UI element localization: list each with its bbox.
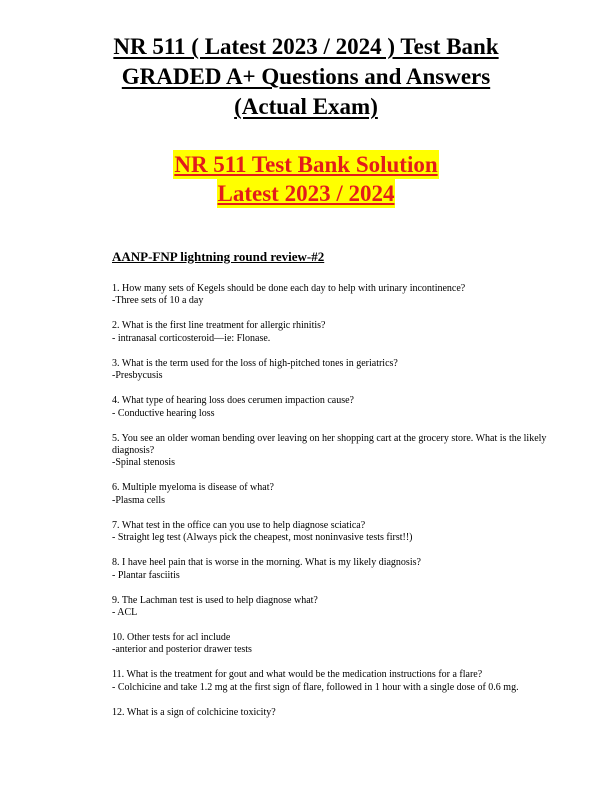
- qa-list: [112, 283, 567, 732]
- section-heading: AANP-FNP lightning round review-#2: [112, 249, 325, 264]
- answer-6: -Plasma cells: [112, 494, 166, 506]
- qa-item-9: [112, 595, 567, 620]
- qa-item-12: [112, 707, 567, 719]
- answer-10: -anterior and posterior drawer tests: [112, 644, 252, 656]
- question-1: 1. How many sets of Kegels should be done each day to help with urinary incontinence?: [112, 283, 466, 294]
- answer-4: - Conductive hearing loss: [112, 407, 215, 419]
- question-3: 3. What is the term used for the loss of high-pitched tones in geriatrics?: [112, 357, 398, 369]
- question-2: 2. What is the first line treatment for allergic rhinitis?: [112, 320, 326, 332]
- question-6: 6. Multiple myeloma is disease of what?: [112, 482, 274, 494]
- qa-item-8: [112, 557, 567, 582]
- answer-8: - Plantar fasciitis: [112, 569, 180, 581]
- qa-item-11: [112, 669, 567, 694]
- question-5: 5. You see an older woman bending over leaving on her shopping cart at the grocery store. What is the likely diagnosis?: [112, 432, 547, 457]
- answer-9: - ACL: [112, 607, 138, 619]
- question-8: 8. I have heel pain that is worse in the morning. What is my likely diagnosis?: [112, 557, 421, 569]
- question-7: 7. What test in the office can you use to help diagnose sciatica?: [112, 519, 366, 531]
- answer-5: -Spinal stenosis: [112, 457, 176, 469]
- title-line-1: NR 511 ( Latest 2023 / 2024 ) Test Bank: [113, 34, 499, 59]
- question-11: 11. What is the treatment for gout and what would be the medication instructions for a flare?: [112, 669, 483, 681]
- qa-item-1: [112, 283, 567, 308]
- qa-item-5: [112, 433, 567, 470]
- qa-item-7: [112, 520, 567, 545]
- question-4: 4. What type of hearing loss does cerumen impaction cause?: [112, 395, 354, 407]
- answer-11: - Colchicine and take 1.2 mg at the first sign of flare, followed in 1 hour with a single dose of 0.6 mg.: [112, 681, 519, 693]
- subtitle-line-1: NR 511 Test Bank Solution: [174, 152, 438, 177]
- subtitle-line-2: Latest 2023 / 2024: [217, 181, 395, 206]
- question-9: 9. The Lachman test is used to help diagnose what?: [112, 594, 318, 606]
- title-line-2: GRADED A+ Questions and Answers: [121, 64, 491, 89]
- qa-item-2: [112, 320, 567, 345]
- qa-item-4: [112, 395, 567, 420]
- answer-1: -Three sets of 10 a day: [112, 295, 204, 307]
- qa-item-6: [112, 482, 567, 507]
- answer-2: - intranasal corticosteroid—ie: Flonase.: [112, 332, 271, 344]
- question-10: 10. Other tests for acl include: [112, 632, 231, 644]
- title-line-3: (Actual Exam): [234, 94, 378, 119]
- answer-7: - Straight leg test (Always pick the cheapest, most noninvasive tests first!!): [112, 532, 413, 544]
- qa-item-10: [112, 632, 567, 657]
- document-subtitle: [40, 150, 572, 208]
- question-12: 12. What is a sign of colchicine toxicity?: [112, 706, 276, 718]
- answer-3: -Presbycusis: [112, 370, 163, 382]
- document-title: [40, 32, 572, 122]
- qa-item-3: [112, 358, 567, 383]
